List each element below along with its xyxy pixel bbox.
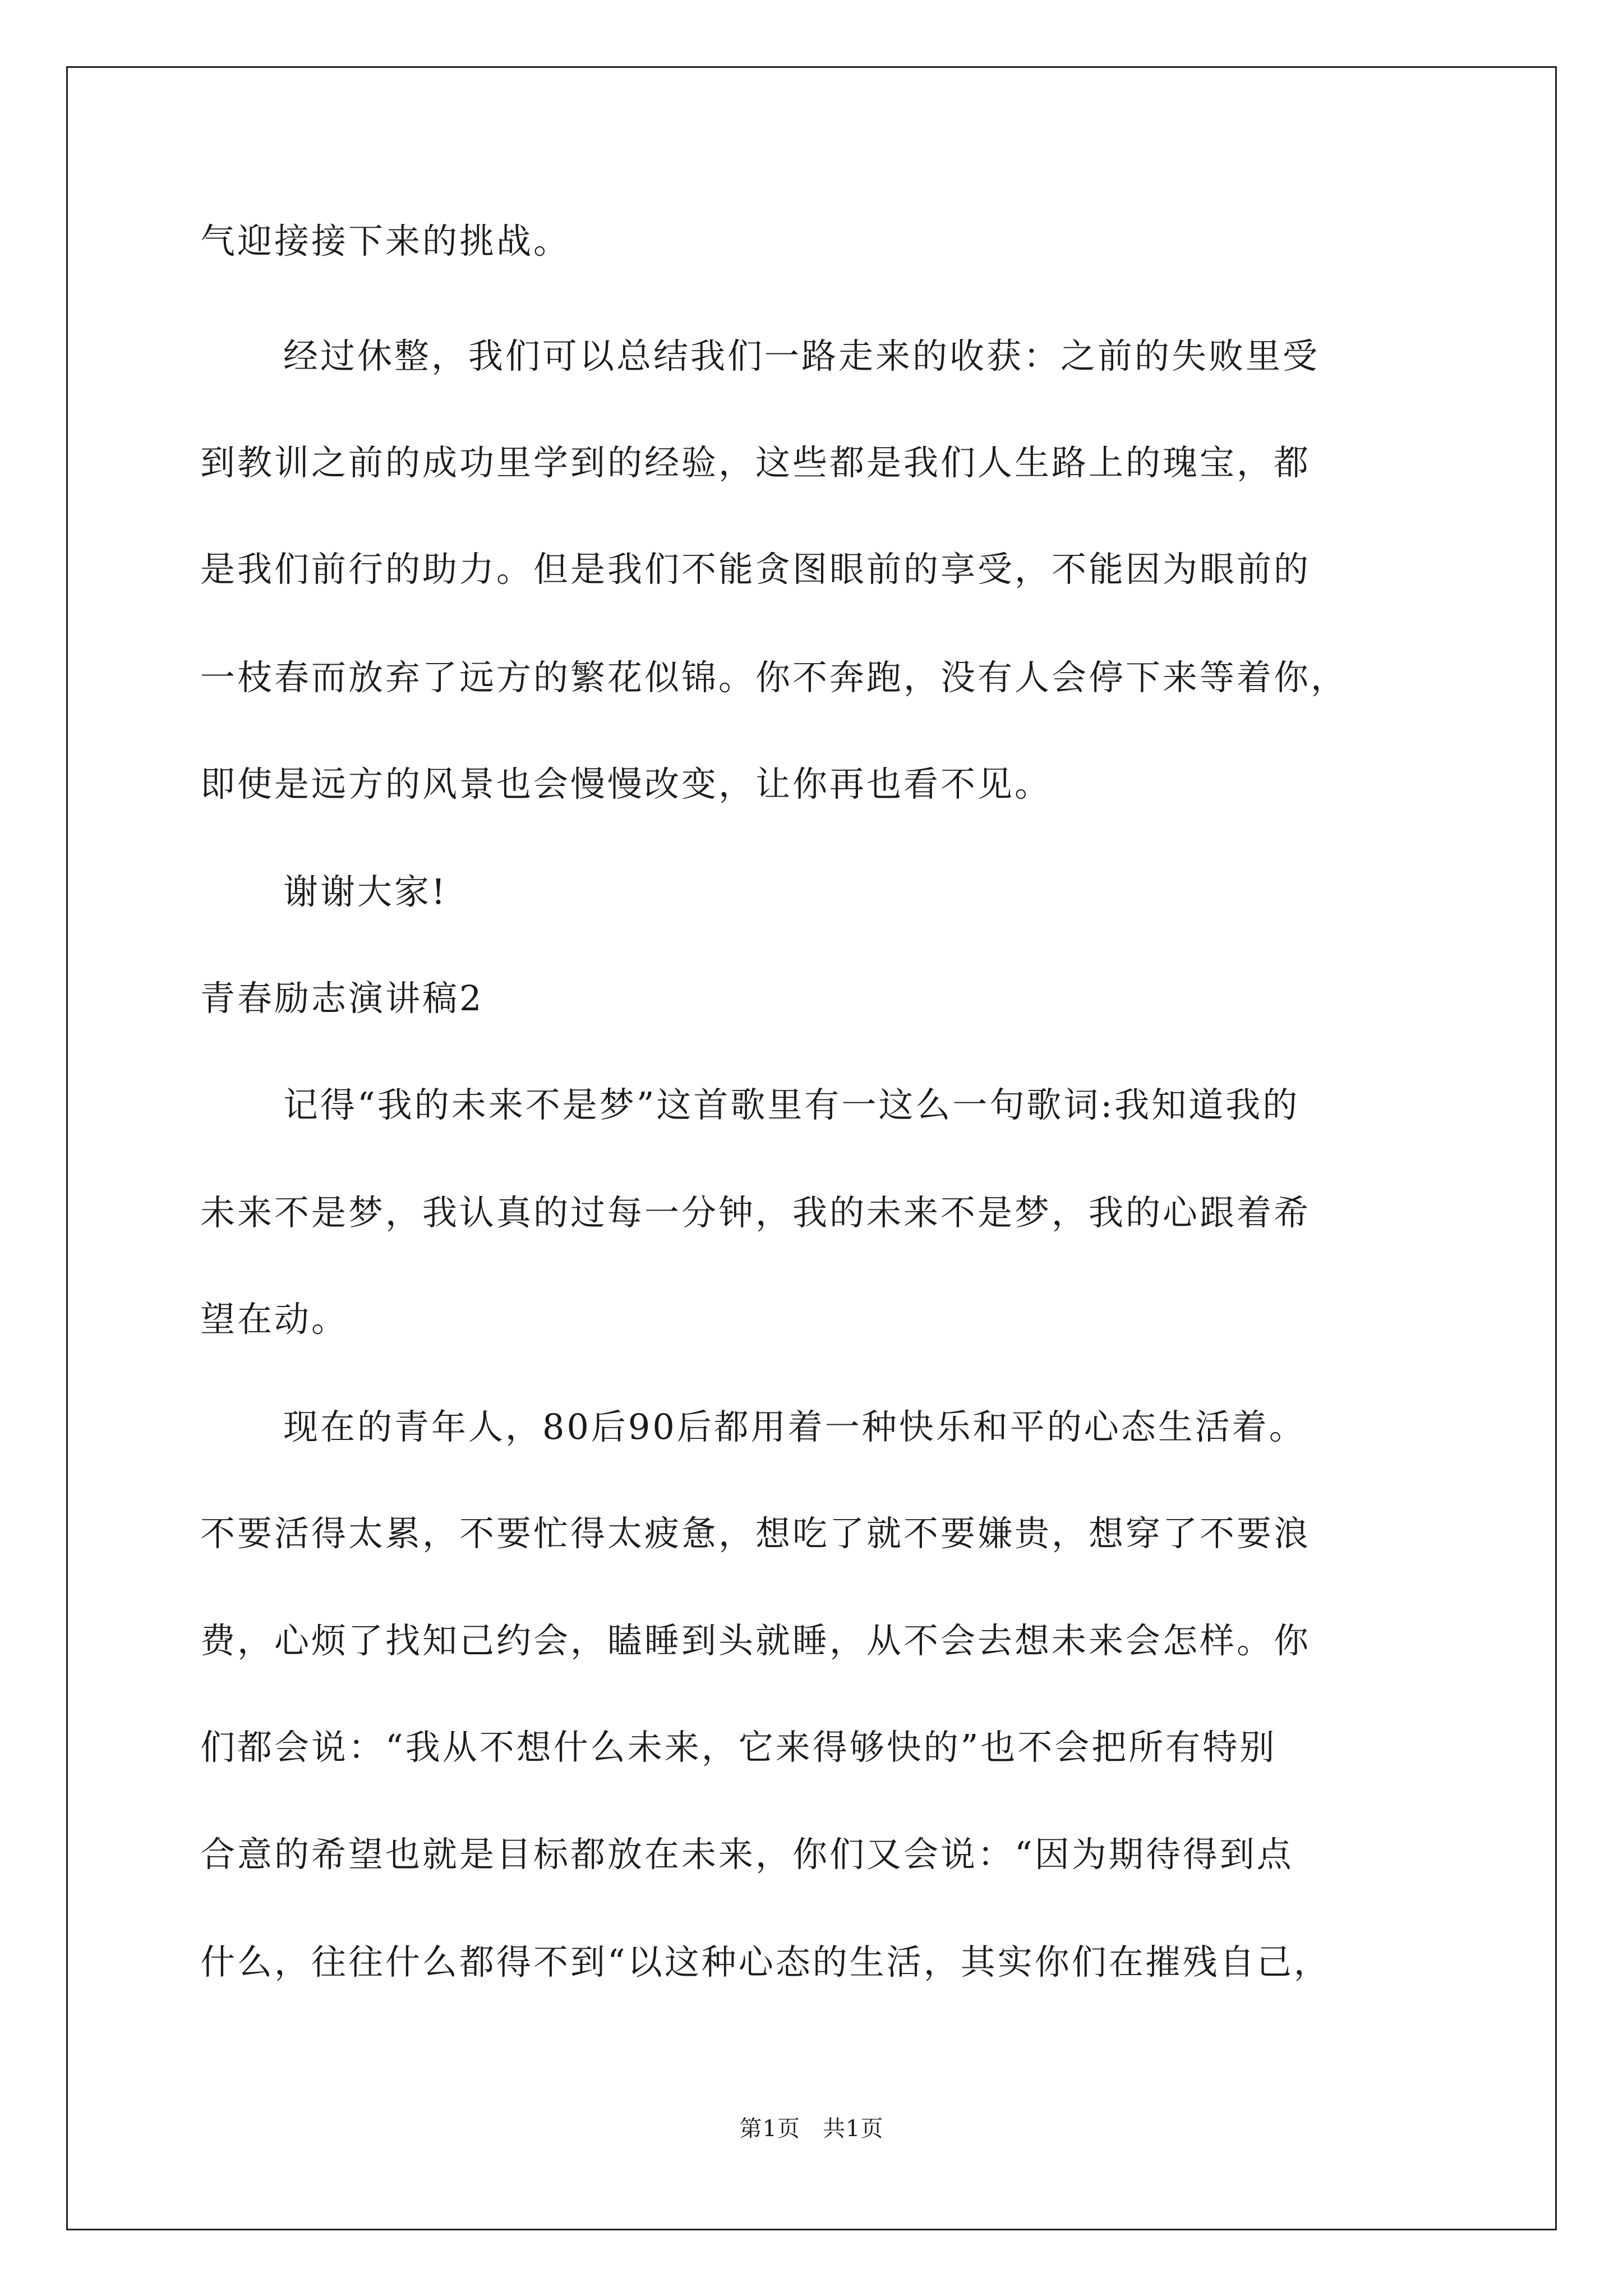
paragraph-line: 气迎接接下来的挑战。 bbox=[200, 220, 571, 261]
paragraph-line: 什么，往往什么都得不到“以这种心态的生活，其实你们在摧残自己， bbox=[200, 1941, 1331, 1982]
paragraph-line: 费，心烦了找知己约会，瞌睡到头就睡，从不会去想未来会怎样。你 bbox=[200, 1620, 1311, 1661]
paragraph-line: 现在的青年人，80后90后都用着一种快乐和平的心态生活着。 bbox=[283, 1406, 1306, 1447]
closing-line: 谢谢大家! bbox=[283, 871, 448, 912]
page-footer bbox=[0, 2115, 1623, 2143]
paragraph-line: 一枝春而放弃了远方的繁花似锦。你不奔跑，没有人会停下来等着你， bbox=[200, 657, 1348, 698]
paragraph-line: 们都会说：“我从不想什么未来，它来得够快的”也不会把所有特别 bbox=[200, 1727, 1277, 1768]
page-number-current: 第1页 bbox=[739, 2116, 800, 2142]
paragraph-line: 记得“我的未来不是梦”这首歌里有一这么一句歌词:我知道我的 bbox=[283, 1084, 1300, 1125]
page-number-total: 共1页 bbox=[823, 2116, 884, 2142]
paragraph-line: 到教训之前的成功里学到的经验，这些都是我们人生路上的瑰宝，都 bbox=[200, 442, 1311, 483]
paragraph-line: 即使是远方的风景也会慢慢改变，让你再也看不见。 bbox=[200, 763, 1052, 804]
paragraph-line: 合意的希望也就是目标都放在未来，你们又会说：“因为期待得到点 bbox=[200, 1834, 1294, 1875]
page-border bbox=[66, 66, 1557, 2230]
paragraph-line: 望在动。 bbox=[200, 1299, 349, 1340]
paragraph-line: 是我们前行的助力。但是我们不能贪图眼前的享受，不能因为眼前的 bbox=[200, 549, 1311, 590]
paragraph-line: 未来不是梦，我认真的过每一分钟，我的未来不是梦，我的心跟着希 bbox=[200, 1192, 1311, 1233]
paragraph-line: 经过休整，我们可以总结我们一路走来的收获：之前的失败里受 bbox=[283, 335, 1320, 376]
section-heading: 青春励志演讲稿2 bbox=[200, 978, 484, 1019]
paragraph-line: 不要活得太累，不要忙得太疲惫，想吃了就不要嫌贵，想穿了不要浪 bbox=[200, 1513, 1311, 1554]
